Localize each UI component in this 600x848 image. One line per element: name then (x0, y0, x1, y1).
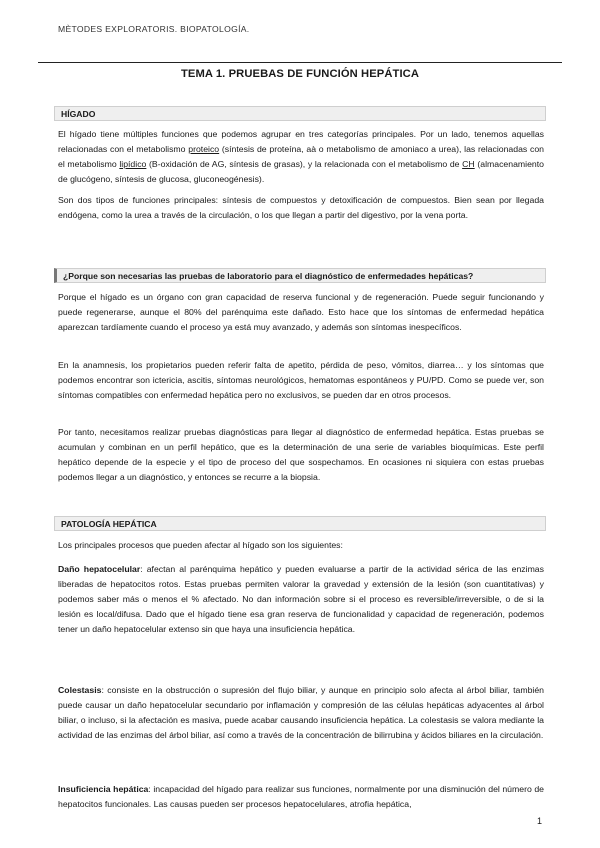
section-heading-why-lab-tests: ¿Porque son necesarias las pruebas de laboratorio para el diagnóstico de enfermedades hepáticas? (54, 268, 546, 283)
section-heading-higado: HÍGADO (54, 106, 546, 121)
paragraph-anamnesis: En la anamnesis, los propietarios pueden referir falta de apetito, pérdida de peso, vómitos, diarrea… y los síntomas que podemos encontrar son ictericia, ascitis, síntomas neurológicos, hematomas espontáneos y PU/PD. Como se puede ver, son síntomas compatibles con enfermedad hepática pero no exclusivos, se pueden dar en otros procesos. (58, 360, 544, 400)
paragraph-insuficiencia (58, 782, 544, 812)
paragraph-reserve-capacity: Porque el hígado es un órgano con gran capacidad de reserva funcional y de regeneración. Puede seguir funcionando y puede regenerarse, aunque el 80% del parénquima este dañado. Esto hace que los síntomas de enfermedad hepática aparezcan tardíamente cuando el proceso ya está muy avanzado, y además son síntomas inespecíficos. (58, 292, 544, 332)
text: : consiste en la obstrucción o supresión del flujo biliar, y aunque en principio solo afecta al árbol biliar, también puede causar un daño hepatocelular secundario por inflamación y compresión de las células hepáticas adyacentes al árbol biliar, o incluso, si la afectación es masiva, puede acabar causando insuficiencia hepática. La colestasis se valora mediante la actividad de las enzimas del árbol biliar, así como a través de la concentración de bilirrubina y ácidos biliares en la circulación. (58, 685, 544, 740)
paragraph-function-types: Son dos tipos de funciones principales: síntesis de compuestos y detoxificación de compuestos. Bien sean por llegada endógena, como la urea a través de la circulación, o los que llegan a partir del digestivo, por la vena porta. (58, 195, 544, 220)
paragraph-dano-hepatocelular (58, 562, 544, 637)
section-heading-patologia: PATOLOGÍA HEPÁTICA (54, 516, 546, 531)
page-title: TEMA 1. PRUEBAS DE FUNCIÓN HEPÁTICA (180, 68, 420, 80)
term-colestasis: Colestasis (58, 685, 102, 695)
text: : afectan al parénquima hepático y pueden evaluarse a partir de la actividad sérica de las enzimas liberadas de hepatocitos rotos. Estas pruebas permiten valorar la gravedad y extensión de la lesión (son cuantitativas) y podemos saber más o menos el % afectado. No dan información sobre si el proceso es reversible/irreversible, o de si la lesión es local/difusa. Dado que el hígado tiene esa gran reserva de funcionalidad y capacidad de regeneración, podemos tener un daño hepatocelular extenso sin que haya una insuficiencia hepática. (58, 564, 544, 634)
text: (síntesis de proteína, aà o metabolismo de amoniaco a urea), las relacionadas con el metabolismo (58, 144, 545, 169)
text: El hígado tiene múltiples funciones que podemos agrupar en tres categorías principales. Por un lado, tenemos aquellas relacionadas con el metabolismo (58, 129, 544, 154)
paragraph-higado-functions (58, 127, 544, 187)
title-rule (38, 62, 562, 63)
term-dano-hepatocelular: Daño hepatocelular (58, 564, 141, 574)
paragraph-diagnostic-tests: Por tanto, necesitamos realizar pruebas diagnósticas para llegar al diagnóstico de enfermedad hepática. Estas pruebas se acumulan y combinan en un perfil hepático, que es la determinación de una serie de variables bioquímicas. Este perfil hepático depende de la especie y el tipo de proceso del que sospechamos. En ocasiones ni siquiera con estas pruebas podemos llegar a un diagnóstico, y entonces se recurre a la biopsia. (58, 427, 544, 482)
paragraph-intro: Los principales procesos que pueden afectar al hígado son los siguientes: (58, 540, 343, 550)
underlined-term: lipídico (119, 159, 147, 169)
running-header: MÈTODES EXPLORATORIS. BIOPATOLOGÍA. (58, 24, 250, 34)
underlined-term: CH (462, 159, 475, 169)
page-number: 1 (536, 816, 542, 826)
term-insuficiencia-hepatica: Insuficiencia hepática (58, 784, 149, 794)
text: (B-oxidación de AG, síntesis de grasas), y la relacionada con el metabolismo de (146, 159, 463, 169)
paragraph-colestasis (58, 683, 544, 743)
underlined-term: proteico (188, 144, 220, 154)
text: (almacenamiento de glucógeno, síntesis de glucosa, gluconeogénesis). (58, 159, 544, 184)
text: : incapacidad del hígado para realizar sus funciones, normalmente por una disminución del número de hepatocitos funcionales. Las causas pueden ser procesos hepatocelulares, atrofia hepática, (58, 784, 544, 809)
